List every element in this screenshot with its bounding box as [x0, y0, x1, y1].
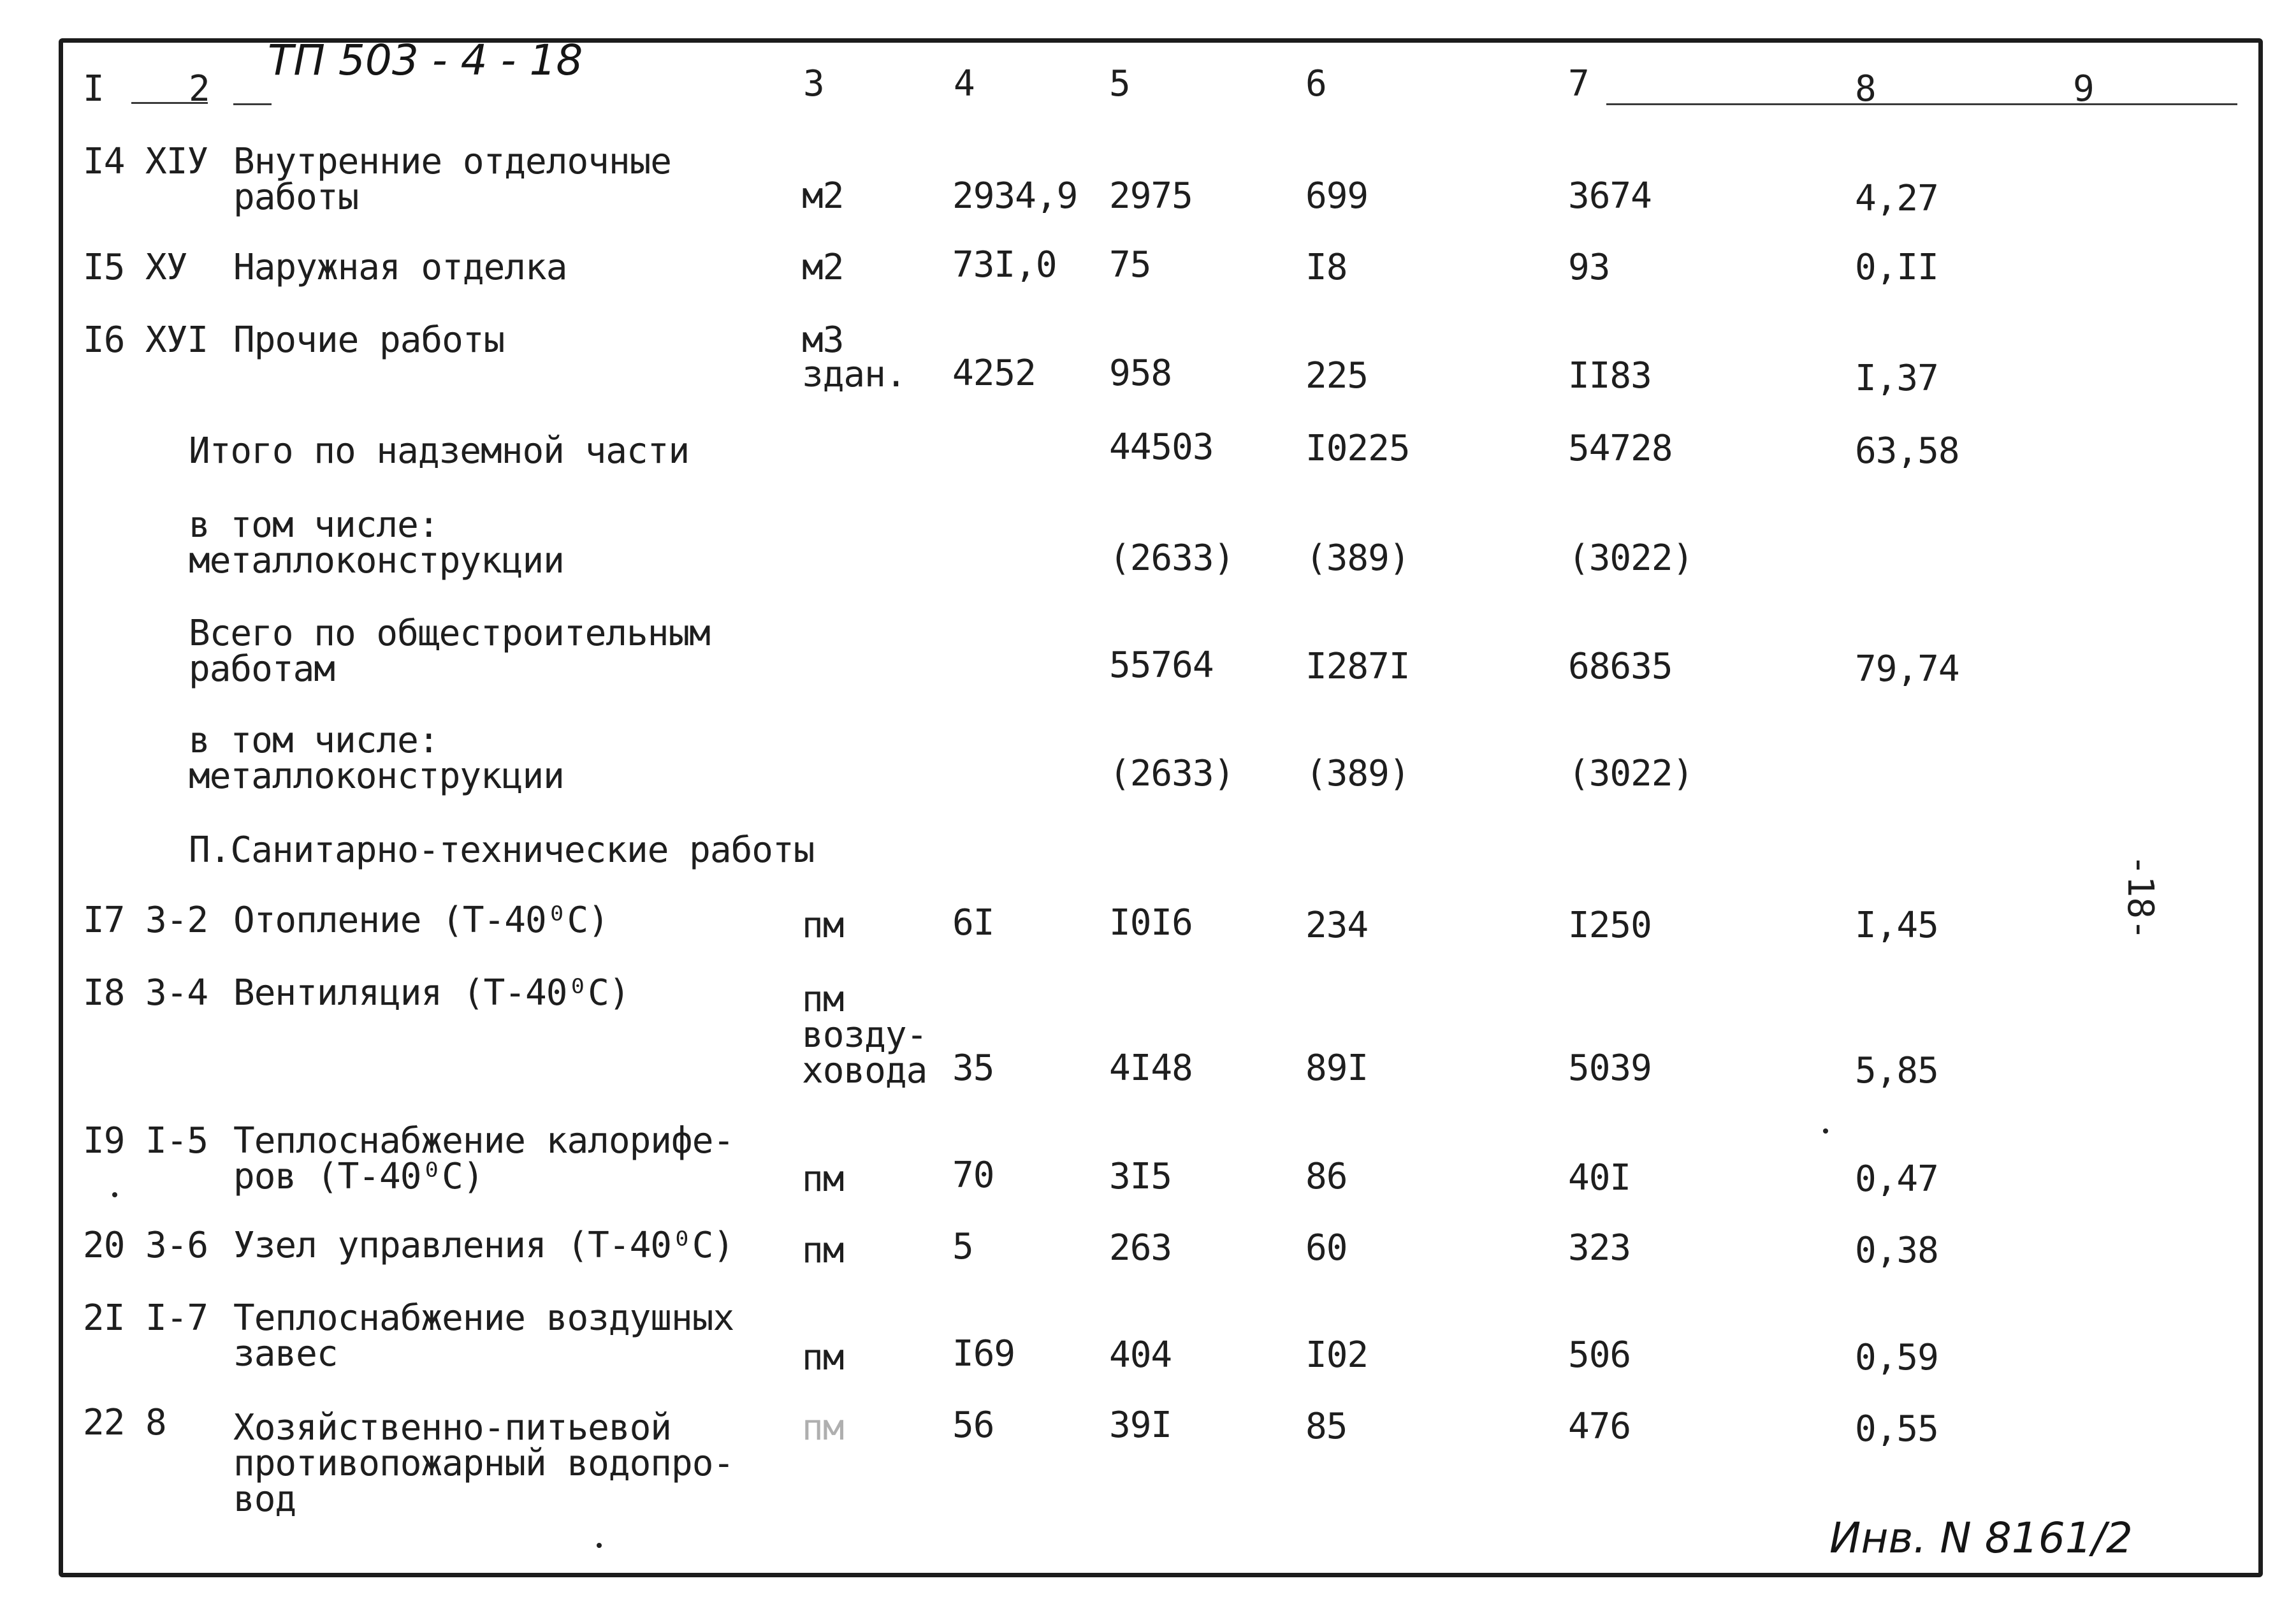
row-19-col5: 3I5	[1109, 1156, 1172, 1197]
row-21-name-line2: завес	[233, 1333, 338, 1375]
row-20-col8: 0,38	[1855, 1230, 1938, 1271]
row-17-col5: I0I6	[1109, 902, 1193, 944]
row-18-unit-line3: ховода	[802, 1050, 927, 1091]
row-18-col5: 4I48	[1109, 1047, 1193, 1089]
incl-metal-1-line1: в том числе:	[189, 504, 439, 546]
row-18-col7: 5039	[1568, 1047, 1652, 1089]
subtotal-above-ground-col8: 63,58	[1855, 430, 1959, 472]
row-15-col8: 0,II	[1855, 247, 1938, 288]
row-16-col7: II83	[1568, 355, 1652, 397]
row-14-name-line1: Внутренние отделочные	[233, 141, 672, 182]
row-15-unit: м2	[802, 247, 844, 288]
row-14-col7: 3674	[1568, 175, 1652, 217]
incl-metal-1-col7: (3022)	[1568, 537, 1694, 579]
row-14-col6: 699	[1305, 175, 1369, 217]
total-general-construction-col6: I287I	[1305, 646, 1410, 687]
row-19-col4: 70	[952, 1155, 994, 1196]
column-header-3: 3	[803, 63, 824, 105]
subtotal-above-ground-label: Итого по надземной части	[189, 430, 690, 472]
row-22-col4: 56	[952, 1405, 994, 1446]
row-16-col5: 958	[1109, 353, 1172, 394]
row-20-num: 20	[83, 1225, 125, 1266]
scan-speck	[1823, 1128, 1828, 1134]
row-18-unit-line2: возду-	[802, 1014, 927, 1056]
row-17-num: I7	[83, 900, 125, 941]
row-21-num: 2I	[83, 1297, 125, 1339]
row-21-code: I-7	[145, 1297, 208, 1339]
header-rule	[1606, 103, 2237, 105]
row-16-unit-line1: м3	[802, 319, 844, 361]
column-header-4: 4	[954, 63, 975, 105]
row-22-col7: 476	[1568, 1406, 1631, 1447]
row-22-num: 22	[83, 1402, 125, 1443]
row-20-col4: 5	[952, 1226, 973, 1267]
total-general-construction-col8: 79,74	[1855, 648, 1959, 690]
row-14-col5: 2975	[1109, 175, 1193, 217]
row-18-name: Вентиляция (Т-40⁰С)	[233, 972, 630, 1014]
row-16-code: XУI	[145, 319, 208, 361]
subtotal-above-ground-col7: 54728	[1568, 428, 1673, 469]
row-19-col7: 40I	[1568, 1157, 1631, 1199]
header-dash-2	[233, 103, 272, 105]
incl-metal-1-col6: (389)	[1305, 537, 1410, 579]
row-18-col8: 5,85	[1855, 1050, 1938, 1091]
incl-metal-2-line1: в том числе:	[189, 720, 439, 761]
total-general-construction-line1: Всего по общестроительным	[189, 613, 710, 654]
incl-metal-1-col5: (2633)	[1109, 537, 1235, 579]
row-16-num: I6	[83, 319, 125, 361]
row-20-name: Узел управления (Т-40⁰С)	[233, 1225, 734, 1266]
row-17-name: Отопление (Т-40⁰С)	[233, 900, 609, 941]
row-21-unit: пм	[802, 1337, 844, 1378]
row-17-col4: 6I	[952, 902, 994, 944]
row-18-num: I8	[83, 972, 125, 1014]
handwritten-project-code: ТП 503 - 4 - 18	[268, 36, 583, 85]
subtotal-above-ground-col6: I0225	[1305, 428, 1410, 469]
row-19-col8: 0,47	[1855, 1158, 1938, 1200]
section-sanitary-heading: П.Санитарно-технические работы	[189, 829, 815, 871]
column-header-6: 6	[1305, 63, 1326, 105]
row-18-col4: 35	[952, 1047, 994, 1089]
row-22-code: 8	[145, 1402, 166, 1443]
row-19-name-line2: ров (Т-40⁰С)	[233, 1156, 484, 1197]
row-16-name: Прочие работы	[233, 319, 505, 361]
row-16-col6: 225	[1305, 355, 1369, 397]
row-16-unit-line2: здан.	[802, 354, 906, 395]
row-20-col7: 323	[1568, 1227, 1631, 1269]
column-header-1: I	[83, 68, 104, 110]
row-14-unit: м2	[802, 175, 844, 217]
row-20-unit: пм	[802, 1230, 844, 1271]
incl-metal-1-line2: металлоконструкции	[189, 540, 564, 581]
row-17-col8: I,45	[1855, 905, 1938, 946]
total-general-construction-line2: работам	[189, 648, 335, 690]
row-14-code: XIУ	[145, 141, 208, 182]
row-18-code: 3-4	[145, 972, 208, 1014]
row-15-col4: 73I,0	[952, 244, 1057, 286]
incl-metal-2-line2: металлоконструкции	[189, 755, 564, 797]
column-header-5: 5	[1109, 63, 1130, 105]
row-17-col7: I250	[1568, 905, 1652, 946]
row-20-col6: 60	[1305, 1227, 1348, 1269]
row-22-col8: 0,55	[1855, 1408, 1938, 1450]
row-21-col4: I69	[952, 1333, 1015, 1375]
page-number: -18-	[2119, 854, 2161, 940]
row-19-code: I-5	[145, 1120, 208, 1162]
handwritten-inventory-number: Инв. N 8161/2	[1829, 1514, 2133, 1563]
row-14-col8: 4,27	[1855, 178, 1938, 219]
row-22-col6: 85	[1305, 1406, 1348, 1447]
row-22-name-line3: вод	[233, 1478, 296, 1520]
row-20-code: 3-6	[145, 1225, 208, 1266]
row-15-name: Наружная отделка	[233, 247, 567, 288]
incl-metal-2-col6: (389)	[1305, 753, 1410, 794]
row-17-code: 3-2	[145, 900, 208, 941]
row-15-num: I5	[83, 247, 125, 288]
row-22-unit: пм	[802, 1407, 844, 1449]
row-17-unit: пм	[802, 905, 844, 946]
row-19-unit: пм	[802, 1158, 844, 1200]
row-21-col5: 404	[1109, 1334, 1172, 1376]
row-17-col6: 234	[1305, 905, 1369, 946]
row-18-col6: 89I	[1305, 1047, 1369, 1089]
row-19-col6: 86	[1305, 1156, 1348, 1197]
row-16-col8: I,37	[1855, 358, 1938, 399]
column-header-8: 8	[1855, 68, 1876, 110]
row-15-col6: I8	[1305, 247, 1348, 288]
row-21-col6: I02	[1305, 1334, 1369, 1376]
row-21-col7: 506	[1568, 1334, 1631, 1376]
row-14-col4: 2934,9	[952, 175, 1078, 217]
column-header-9: 9	[2073, 68, 2094, 110]
incl-metal-2-col7: (3022)	[1568, 753, 1694, 794]
total-general-construction-col5: 55764	[1109, 645, 1214, 686]
row-15-col7: 93	[1568, 247, 1610, 288]
total-general-construction-col7: 68635	[1568, 646, 1673, 687]
row-15-code: XУ	[145, 247, 187, 288]
row-21-name-line1: Теплоснабжение воздушных	[233, 1297, 734, 1339]
row-14-name-line2: работы	[233, 177, 359, 218]
row-22-name-line1: Хозяйственно-питьевой	[233, 1407, 672, 1449]
column-header-7: 7	[1568, 63, 1589, 105]
incl-metal-2-col5: (2633)	[1109, 753, 1235, 794]
scan-speck	[112, 1192, 117, 1197]
row-20-col5: 263	[1109, 1227, 1172, 1269]
row-22-name-line2: противопожарный водопро-	[233, 1443, 734, 1484]
row-14-num: I4	[83, 141, 125, 182]
scan-speck	[597, 1543, 602, 1548]
row-19-num: I9	[83, 1120, 125, 1162]
row-16-col4: 4252	[952, 353, 1036, 394]
row-21-col8: 0,59	[1855, 1337, 1938, 1378]
row-15-col5: 75	[1109, 244, 1151, 286]
row-18-unit-line1: пм	[802, 979, 844, 1020]
column-header-2: 2	[189, 68, 210, 110]
subtotal-above-ground-col5: 44503	[1109, 427, 1214, 468]
row-22-col5: 39I	[1109, 1405, 1172, 1446]
row-19-name-line1: Теплоснабжение калорифе-	[233, 1120, 734, 1162]
